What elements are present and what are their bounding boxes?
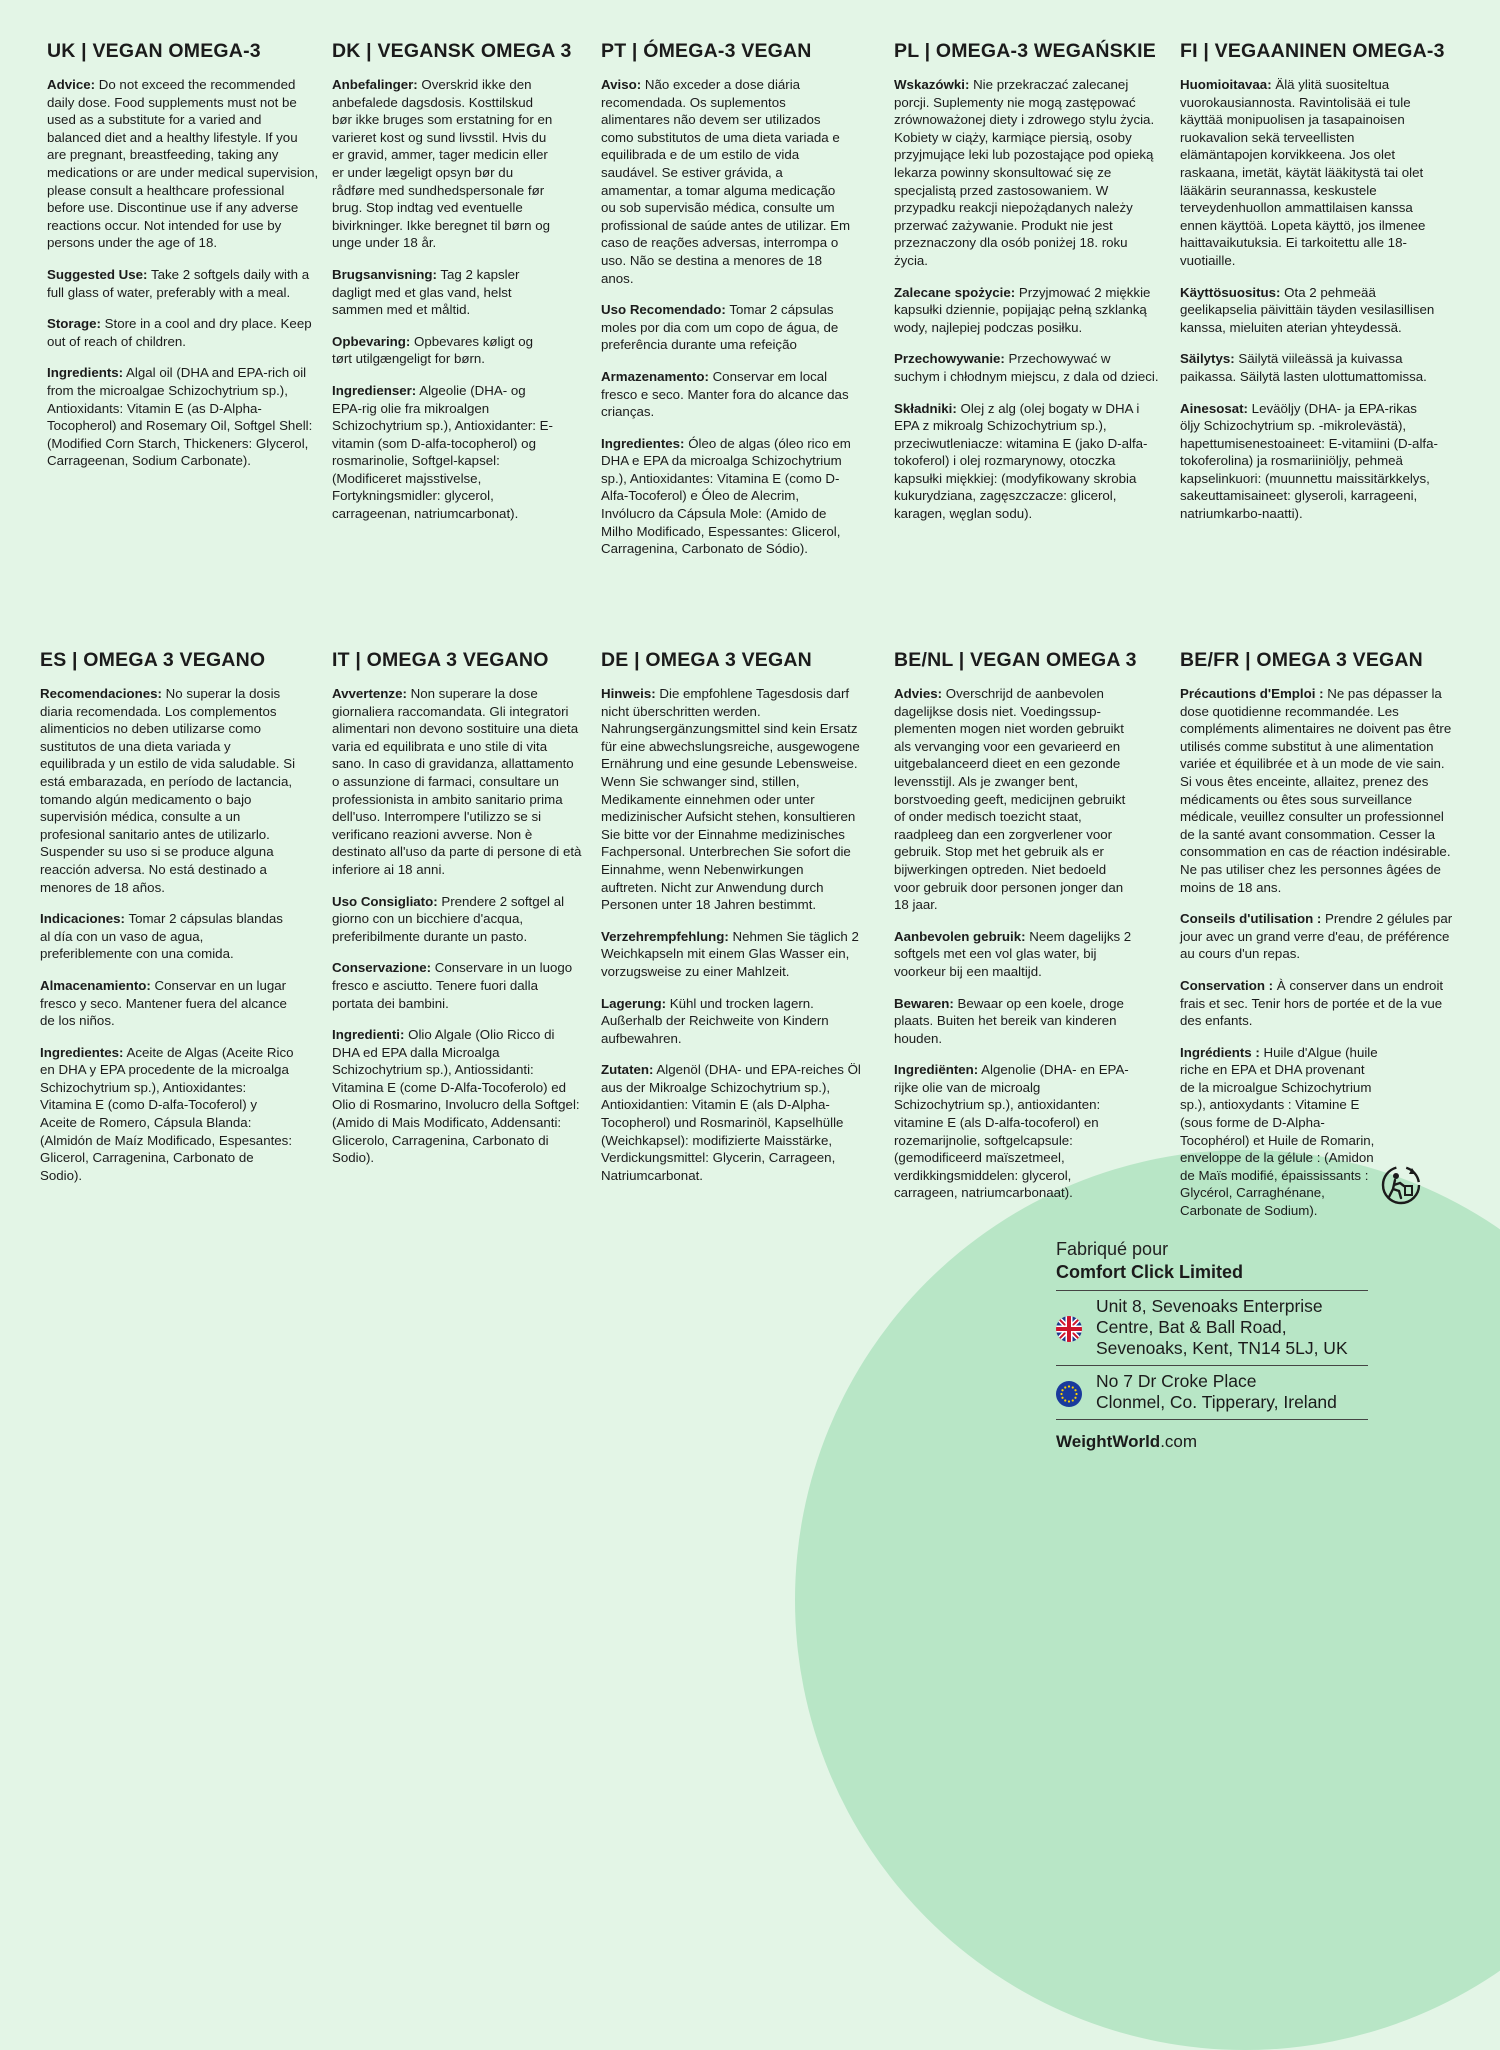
section-ingredients: Ingrediënten: Algenolie (DHA- en EPA-rijke olie van de microalg Schizochytrium sp.), antioxidanten: vitamine E (als D-alfa-tocoferol) en rozemarijnolie, softgelcapsule: (gemodificeerd maïszetmeel, verdikkingsmiddelen: glycerol, carrageen, natriumcarbonaat).	[894, 1062, 1129, 1201]
section-ingredients: Zutaten: Algenöl (DHA- und EPA-reiches Öl aus der Mikroalge Schizochytrium sp.), Antioxidantien: Vitamin E (als D-Alpha-Tocopherol) und Rosmarinöl, Kapselhülle (Weichkapsel): modifizierte Maisstärke, Verdickungsmittel: Glycerin, Carrageen, Natriumcarbonat.	[601, 1062, 861, 1183]
column-uk	[47, 40, 319, 484]
section-usage: Indicaciones: Tomar 2 cápsulas blandas al día con un vaso de agua, preferiblemente con una comida.	[40, 911, 283, 962]
column-title: DE | OMEGA 3 VEGAN	[601, 649, 812, 671]
uk-address	[1056, 1290, 1368, 1365]
column-title: FI | VEGAANINEN OMEGA-3	[1180, 40, 1445, 62]
address-line: Centre, Bat & Ball Road,	[1096, 1317, 1287, 1337]
eu-flag-icon	[1056, 1381, 1082, 1407]
section-storage: Armazenamento: Conservar em local fresco e seco. Manter fora do alcance das crianças.	[601, 368, 849, 420]
column-be-fr	[1180, 649, 1458, 1234]
section-storage: Storage: Store in a cool and dry place. Keep out of reach of children.	[47, 316, 312, 349]
section-advice: Avvertenze: Non superare la dose giornaliera raccomandata. Gli integratori alimentari non devono sostituire una dieta varia ed equilibrata e uno stile di vita sano. In caso di gravidanza, allattamento o assunzione di farmaci, consultare un professionista in ambito sanitario prima dell'uso. Interrompere l'utilizzo se si verificano reazioni avverse. Non è destinato all'uso da parte di persone di età inferiore ai 18 anni.	[332, 686, 582, 877]
uk-flag-icon	[1056, 1316, 1082, 1342]
column-title: DK | VEGANSK OMEGA 3	[332, 40, 572, 62]
section-usage: Zalecane spożycie: Przyjmować 2 miękkie kapsułki dziennie, popijając pełną szklanką wody, najlepiej podczas posiłku.	[894, 284, 1151, 335]
column-title: ES | OMEGA 3 VEGANO	[40, 649, 266, 671]
column-title: UK | VEGAN OMEGA-3	[47, 40, 261, 62]
column-pl	[894, 40, 1160, 537]
section-usage: Conseils d'utilisation : Prendre 2 gélules par jour avec un grand verre d'eau, de préférence au cours d'un repas.	[1180, 911, 1453, 962]
made-for-label: Fabriqué pour	[1056, 1239, 1169, 1259]
section-usage: Uso Consigliato: Prendere 2 softgel al giorno con un bicchiere d'acqua, preferibilmente durante un pasto.	[332, 893, 565, 944]
column-fi	[1180, 40, 1445, 537]
section-ingredients: Ingrédients : Huile d'Algue (huile riche en EPA et DHA provenant de la microalgue Schizochytrium sp.), antioxydants : Vitamine E (sous forme de D-Alpha-Tocophérol) et Huile de Romarin, enveloppe de la gélule : (Amidon de Maïs modifié, épaississants : Glycérol, Carraghénane, Carbonate de Sodium).	[1180, 1044, 1378, 1219]
address-line: Sevenoaks, Kent, TN14 5LJ, UK	[1096, 1338, 1348, 1358]
section-ingredients: Ingredienser: Algeolie (DHA- og EPA-rig olie fra mikroalgen Schizochytrium sp.), Antioxidanter: E-vitamin (som D-alfa-tocopherol) og rosmarinolie, Softgel-kapsel: (Modificeret majsstivelse, Fortykningsmidler: glycerol, carrageenan, natriumcarbonat).	[332, 382, 553, 522]
section-advice: Anbefalinger: Overskrid ikke den anbefalede dagsdosis. Kosttilskud bør ikke bruges som erstatning for en varieret kost og sund livsstil. Hvis du er gravid, ammer, tager medicin eller er under lægeligt opsyn bør du rådføre med sundhedspersonale før brug. Stop indtag ved eventuelle bivirkninger. Ikke beregnet til børn og unge under 18 år.	[332, 77, 553, 251]
section-advice: Advies: Overschrijd de aanbevolen dagelijkse dosis niet. Voedingssup-plementen mogen niet worden gebruikt als vervanging voor een gevarieerd en uitgebalanceerd dieet en een gezonde levensstijl. Als je zwanger bent, borstvoeding geeft, medicijnen gebruikt of onder medisch toezicht staat, raadpleeg dan een zorgverlener voor gebruik. Stop met het gebruik als er bijwerkingen optreden. Niet bedoeld voor gebruik door personen jonger dan 18 jaar.	[894, 686, 1126, 913]
eu-address	[1056, 1365, 1368, 1419]
section-storage: Conservazione: Conservare in un luogo fresco e asciutto. Tenere fuori dalla portata dei bambini.	[332, 960, 573, 1011]
section-usage: Uso Recomendado: Tomar 2 cápsulas moles por dia com um copo de água, de preferência durante uma refeição	[601, 302, 839, 353]
section-usage: Käyttösuositus: Ota 2 pehmeää geelikapselia päivittäin täyden vesilasillisen kanssa, mieluiten aterian yhteydessä.	[1180, 284, 1435, 335]
column-title: BE/NL | VEGAN OMEGA 3	[894, 649, 1137, 671]
section-advice: Huomioitavaa: Älä ylitä suositeltua vuorokausiannosta. Ravintolisää ei tule käyttää monipuolisen ja tasapainoisen ruokavalion sekä terveellisten elämäntapojen korvikkeena. Jos olet raskaana, imetät, käytät lääkitystä tai olet lääkärin seurannassa, keskustele terveydenhuollon ammattilaisen kanssa ennen käyttöä. Lopeta käyttö, jos ilmenee haittavaikutuksia. Ei tarkoitettu alle 18-vuotiaille.	[1180, 77, 1426, 268]
section-ingredients: Składniki: Olej z alg (olej bogaty w DHA i EPA z mikroalg Schizochytrium sp.), przeciwutleniacze: witamina E (jako D-alfa-tokoferol) i olej rozmarynowy, otoczka kapsułki miękkiej: (modyfikowany skrobia kukurydziana, zagęszczacze: glicerol, karagen, węglan sodu).	[894, 400, 1148, 522]
company-name: Comfort Click Limited	[1056, 1262, 1244, 1282]
section-storage: Conservation : À conserver dans un endroit frais et sec. Tenir hors de portée et de la vue des enfants.	[1180, 977, 1444, 1029]
column-es	[40, 649, 296, 1198]
section-storage: Säilytys: Säilytä viileässä ja kuivassa paikassa. Säilytä lasten ulottumattomissa.	[1180, 351, 1427, 384]
section-ingredients: Ainesosat: Leväöljy (DHA- ja EPA-rikas öljy Schizochytrium sp. -mikrolevästä), hapettumisenestoaineet: E-vitamiini (D-alfa-tokoferolina) ja rosmariiniöljy, pehmeä kapselinkuori: (muunnettu maissitärkkelys, sakeuttamisaineet: glyseroli, karrageeni, natriumkarbo-naatti).	[1180, 400, 1438, 522]
section-ingredients: Ingredienti: Olio Algale (Olio Ricco di DHA ed EPA dalla Microalga Schizochytrium sp.), Antiossidanti: Vitamina E (come D-Alfa-Tocoferolo) ed Olio di Rosmarino, Involucro della Softgel: (Amido di Mais Modificato, Addensanti: Glicerolo, Carragenina, Carbonato di Sodio).	[332, 1027, 580, 1166]
recycling-person-icon	[1380, 1164, 1422, 1206]
column-title: PL | OMEGA-3 WEGAŃSKIE	[894, 40, 1156, 62]
company-info	[1056, 1238, 1368, 1452]
section-storage: Almacenamiento: Conservar en un lugar fresco y seco. Mantener fuera del alcance de los niños.	[40, 977, 287, 1029]
section-ingredients: Ingredients: Algal oil (DHA and EPA-rich oil from the microalgae Schizochytrium sp.), Antioxidants: Vitamin E (as D-Alpha-Tocopherol) and Rosemary Oil, Softgel Shell: (Modified Corn Starch, Thickeners: Glycerol, Carrageenan, Sodium Carbonate).	[47, 365, 313, 469]
section-usage: Suggested Use: Take 2 softgels daily with a full glass of water, preferably with a meal.	[47, 266, 310, 300]
column-be-nl	[894, 649, 1137, 1216]
section-ingredients: Ingredientes: Aceite de Algas (Aceite Rico en DHA y EPA procedente de la microalga Schizochytrium sp.), Antioxidantes: Vitamina E (como D-alfa-Tocoferol) y Aceite de Romero, Cápsula Blanda: (Almidón de Maíz Modificado, Espesantes: Glicerol, Carragenina, Carbonato de Sodio).	[40, 1044, 294, 1183]
section-advice: Recomendaciones: No superar la dosis diaria recomendada. Los complementos alimenticios no deben utilizarse como sustitutos de una dieta variada y equilibrada y un estilo de vida saludable. Si está embarazada, en período de lactancia, tomando algún medicamento o bajo supervisión médica, consulte a un profesional sanitario antes de utilizarlo. Suspender su uso si se produce alguna reacción adversa. No está destinado a menores de 18 años.	[40, 686, 296, 895]
website-link[interactable]: WeightWorld.com	[1056, 1419, 1368, 1452]
section-storage: Opbevaring: Opbevares køligt og tørt utilgængeligt for børn.	[332, 333, 534, 367]
section-storage: Bewaren: Bewaar op een koele, droge plaats. Buiten het bereik van kinderen houden.	[894, 995, 1124, 1046]
address-line: Clonmel, Co. Tipperary, Ireland	[1096, 1392, 1337, 1412]
section-usage: Aanbevolen gebruik: Neem dagelijks 2 softgels met een vol glas water, bij voorkeur bij een maaltijd.	[894, 928, 1132, 979]
section-advice: Hinweis: Die empfohlene Tagesdosis darf nicht überschritten werden. Nahrungsergänzungsmittel sind kein Ersatz für eine abwechslungsreiche, ausgewogene Ernährung und eine gesunde Lebensweise. Wenn Sie schwanger sind, stillen, Medikamente einnehmen oder unter medizinischer Aufsicht stehen, konsultieren Sie bitte vor der Einnahme medizinisches Fachpersonal. Unterbrechen Sie sofort die Einnahme, wenn Nebenwirkungen auftreten. Nicht zur Anwendung durch Personen unter 18 Jahren bestimmt.	[601, 686, 860, 913]
section-advice: Précautions d'Emploi : Ne pas dépasser la dose quotidienne recommandée. Les compléments alimentaires ne doivent pas être utilisés comme substitut à une alimentation variée et équilibrée et à un mode de vie sain. Si vous êtes enceinte, allaitez, prenez des médicaments ou êtes sous surveillance médicale, veuillez consulter un professionnel de la santé avant consommation. Cesser la consommation en cas de réaction indésirable. Ne pas utiliser chez les personnes âgées de moins de 18 ans.	[1180, 686, 1452, 895]
section-usage: Brugsanvisning: Tag 2 kapsler dagligt med et glas vand, helst sammen med et måltid.	[332, 266, 520, 318]
column-title: BE/FR | OMEGA 3 VEGAN	[1180, 649, 1423, 671]
column-dk	[332, 40, 572, 537]
column-title: IT | OMEGA 3 VEGANO	[332, 649, 549, 671]
address-line: Unit 8, Sevenoaks Enterprise	[1096, 1296, 1323, 1316]
column-de	[601, 649, 861, 1198]
column-title: PT | ÓMEGA-3 VEGAN	[601, 40, 812, 62]
section-storage: Przechowywanie: Przechowywać w suchym i chłodnym miejscu, z dala od dzieci.	[894, 351, 1159, 384]
section-advice: Advice: Do not exceed the recommended daily dose. Food supplements must not be used as a substitute for a varied and balanced diet and a healthy lifestyle. If you are pregnant, breastfeeding, taking any medications or are under medical supervision, please consult a healthcare professional before use. Discontinue use if any adverse reactions occur. Not intended for use by persons under the age of 18.	[47, 77, 319, 251]
section-advice: Aviso: Não exceder a dose diária recomendada. Os suplementos alimentares não devem ser utilizados como substitutos de uma dieta variada e equilibrada e de um estilo de vida saudável. Se estiver grávida, a amamentar, a tomar alguma medicação ou sob supervisão médica, consulte um profissional de saúde antes de utilizar. Em caso de reações adversas, interrompa o uso. Não se destina a menores de 18 anos.	[601, 77, 851, 286]
section-storage: Lagerung: Kühl und trocken lagern. Außerhalb der Reichweite von Kindern aufbewahren.	[601, 995, 829, 1046]
column-pt	[601, 40, 853, 572]
section-ingredients: Ingredientes: Óleo de algas (óleo rico em DHA e EPA da microalga Schizochytrium sp.), Antioxidantes: Vitamina E (como D-Alfa-Tocoferol) e Óleo de Alecrim, Invólucro da Cápsula Mole: (Amido de Milho Modificado, Espessantes: Glicerol, Carragenina, Carbonato de Sódio).	[601, 435, 851, 557]
column-it	[332, 649, 582, 1181]
address-line: No 7 Dr Croke Place	[1096, 1371, 1257, 1391]
section-usage: Verzehrempfehlung: Nehmen Sie täglich 2 Weichkapseln mit einem Glas Wasser ein, vorzugsweise zu einer Mahlzeit.	[601, 928, 859, 979]
section-advice: Wskazówki: Nie przekraczać zalecanej porcji. Suplementy nie mogą zastępować zrównoważonej diety i zdrowego stylu życia. Kobiety w ciąży, karmiące piersią, osoby przyjmujące leki lub pozostające pod opieką lekarza powinny skonsultować się ze specjalistą przed zastosowaniem. W przypadku reakcji niepożądanych należy przerwać zażywanie. Produkt nie jest przeznaczony dla osób poniżej 18. roku życia.	[894, 77, 1155, 268]
